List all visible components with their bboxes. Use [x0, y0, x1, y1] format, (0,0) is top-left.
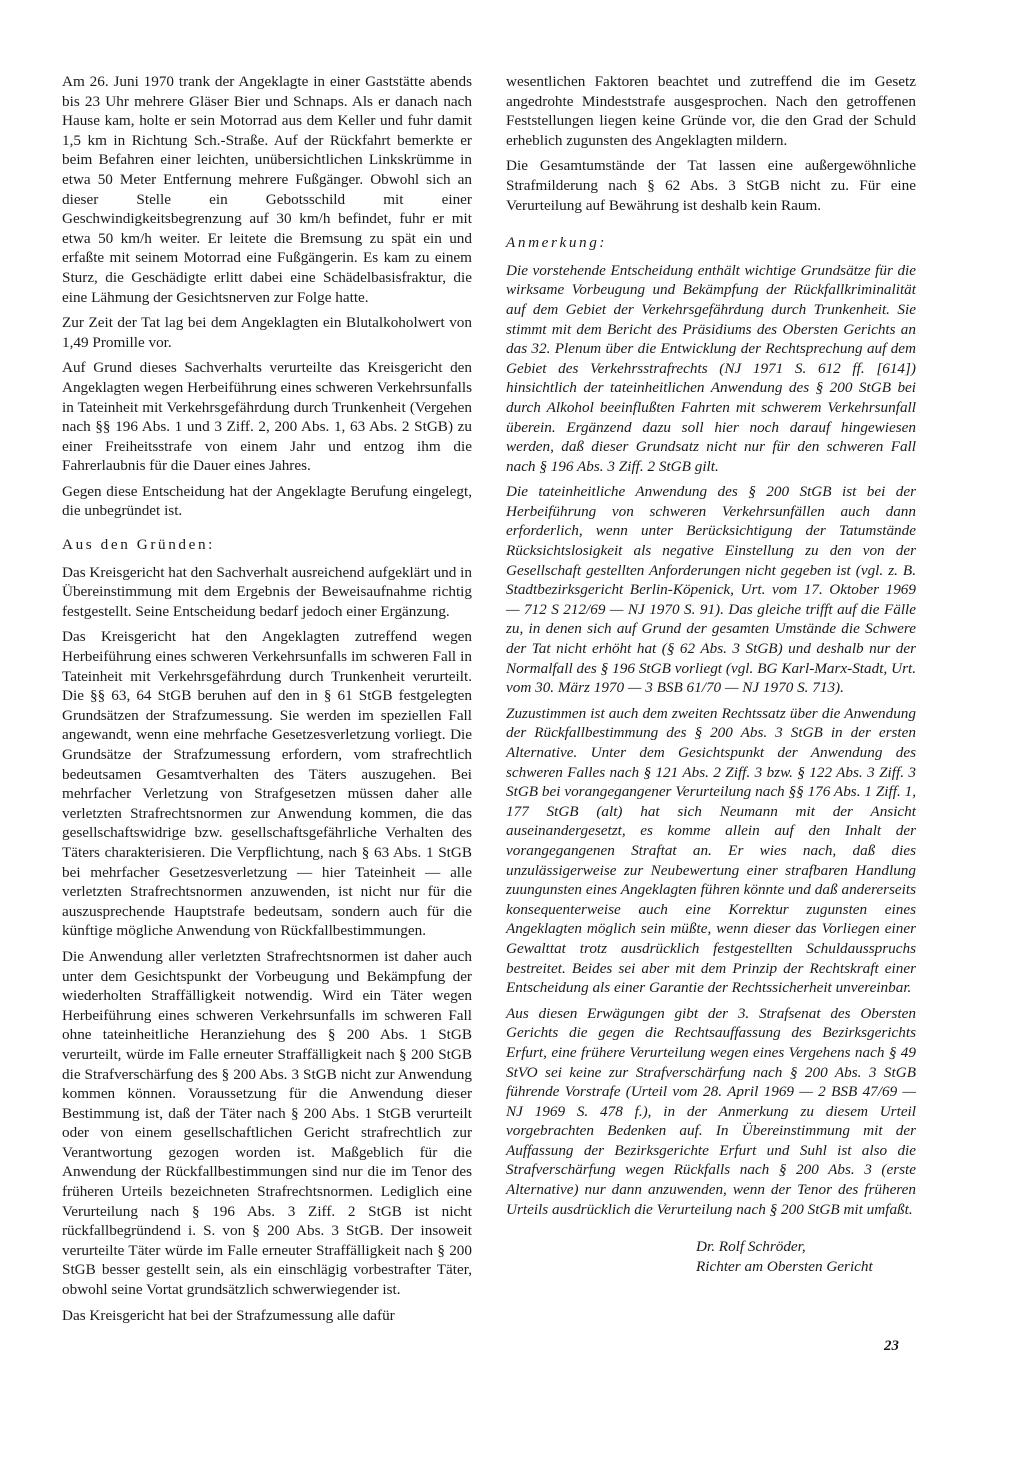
signature-name: Dr. Rolf Schröder, [696, 1238, 806, 1256]
paragraph: Auf Grund dieses Sachverhalts verurteilte das Kreisgericht den Angeklagten wegen Herbeiführung eines schweren Verkehrsunfalls in Tateinheit mit Verkehrsgefährdung durch Trunkenheit (Vergehen nach §§ 196 Abs. 1 und 3 Ziff. 2, 200 Abs. 1, 63 Abs. 2 StGB) zu einer Freiheitsstrafe von einem Jahr und entzog ihm die Fahrerlaubnis für die Dauer eines Jahres. [62, 359, 472, 475]
signature-block [506, 1237, 916, 1276]
annotation-paragraph: Aus diesen Erwägungen gibt der 3. Strafsenat des Obersten Gerichts die gegen die Rechtsauffassung des Bezirksgerichts Erfurt, eine frühere Verurteilung wegen eines Vergehens nach § 49 StVO sei keine zur Strafverschärfung nach § 200 Abs. 3 StGB führende Vorstrafe (Urteil vom 28. April 1969 — 2 BSB 47/69 — NJ 1969 S. 478 f.), in der Anmerkung zu diesem Urteil vorgebrachten Bedenken auf. In Übereinstimmung mit der Auffassung der Bezirksgerichte Erfurt und Suhl ist also die Strafverschärfung wegen Rückfalls nach § 200 Abs. 3 (erste Alternative) nur dann anzuwenden, wenn der Tenor des früheren Urteils ausdrücklich die Verurteilung nach § 200 StGB mit umfaßt. [506, 1004, 916, 1218]
paragraph: Das Kreisgericht hat den Sachverhalt ausreichend aufgeklärt und in Übereinstimmung mit dem Ergebnis der Beweisaufnahme richtig festgestellt. Seine Entscheidung bedarf jedoch einer Ergänzung. [62, 563, 472, 620]
paragraph: Zur Zeit der Tat lag bei dem Angeklagten ein Blutalkoholwert von 1,49 Promille vor. [62, 314, 472, 351]
page-number: 23 [884, 1338, 899, 1354]
annotation-paragraph: Zuzustimmen ist auch dem zweiten Rechtssatz über die Anwendung der Rückfallbestimmung des § 200 Abs. 3 StGB in der ersten Alternative. Unter dem Gesichtspunkt der Anwendung des schweren Falles nach § 121 Abs. 2 Ziff. 3 bzw. § 122 Abs. 3 Ziff. 3 StGB bei vorangegangener Verurteilung nach §§ 176 Abs. 1 Ziff. 1, 177 StGB (alt) hat sich Neumann mit der Ansicht auseinandergesetzt, es komme allein auf den Inhalt der vorangegangenen Straftat an. Er wies nach, daß dies unzulässigerweise zur Neubewertung einer strafbaren Handlung zuungunsten eines Angeklagten führen könnte und daß andererseits konsequenterweise auch eine Korrektur zugunsten eines Angeklagten möglich sein müßte, wenn dieser das Vorliegen einer Gewalttat trotz ausdrücklich festgestellten Schuldausspruchs bestreitet. Beides sei aber mit dem Prinzip der Rechtskraft einer Entscheidung als einer Garantie der Rechtssicherheit unvereinbar. [506, 704, 916, 997]
paragraph: Am 26. Juni 1970 trank der Angeklagte in einer Gaststätte abends bis 23 Uhr mehrere Gläser Bier und Schnaps. Als er danach nach Hause kam, holte er sein Motorrad aus dem Keller und fuhr damit 1,5 km in Richtung Sch.-Straße. Auf der Rückfahrt bemerkte er beim Befahren einer leichten, unübersichtlichen Linkskrümme in etwa 50 Meter Entfernung mehrere Fußgänger. Obwohl sich an dieser Stelle ein Gebotsschild mit einer Geschwindigkeitsbegrenzung auf 30 km/h befindet, fuhr er mit etwa 50 km/h weiter. Er leitete die Bremsung zu spät ein und erfaßte mit seinem Motorrad eine Fußgängerin. Es kam zu einem Sturz, die Geschädigte erlitt dabei eine Schädelbasisfraktur, die eine Lähmung der Gesichtsnerven zur Folge hatte. [62, 73, 472, 306]
section-heading-anmerkung: Anmerkung: [506, 234, 608, 252]
signature-title: Richter am Obersten Gericht [696, 1257, 873, 1275]
paragraph: Die Gesamtumstände der Tat lassen eine außergewöhnliche Strafmilderung nach § 62 Abs. 3 StGB nicht zu. Für eine Verurteilung auf Bewährung ist deshalb kein Raum. [506, 157, 916, 214]
paragraph: Das Kreisgericht hat bei der Strafzumessung alle dafür [62, 1306, 395, 1324]
section-heading-gruende: Aus den Gründen: [62, 536, 215, 554]
paragraph: Gegen diese Entscheidung hat der Angeklagte Berufung eingelegt, die unbegründet ist. [62, 482, 472, 520]
annotation-paragraph: Die vorstehende Entscheidung enthält wichtige Grundsätze für die wirksame Vorbeugung und Bekämpfung der Rückfallkriminalität auf dem Gebiet der Verkehrsgefährdung durch Trunkenheit. Sie stimmt mit dem Bericht des Präsidiums des Obersten Gerichts an das 32. Plenum über die Entwicklung der Rechtsprechung auf dem Gebiet des Verkehrsstrafrechts (NJ 1971 S. 612 ff. [614]) hinsichtlich der tateinheitlichen Anwendung des § 200 StGB bei durch Alkohol beeinflußten Fahrten mit schwerem Verkehrsunfall überein. Ergänzend dazu soll hier noch darauf hingewiesen werden, daß dieser Grundsatz nicht nur für den schweren Fall nach § 196 Abs. 3 Ziff. 2 StGB gilt. [506, 261, 916, 475]
paragraph: Das Kreisgericht hat den Angeklagten zutreffend wegen Herbeiführung eines schweren Verkehrsunfalls im schweren Fall in Tateinheit mit Verkehrsgefährdung durch Trunkenheit verurteilt. Die §§ 63, 64 StGB beruhen auf den in § 61 StGB festgelegten Grundsätzen der Strafzumessung. Sie werden im speziellen Fall angewandt, wenn eine mehrfache Gesetzesverletzung vorliegt. Die Grundsätze der Strafzumessung erfordern, vom strafrechtlich bedeutsamen Gesamtverhalten des Täters auszugehen. Bei mehrfacher Verletzung von Strafgesetzen müssen daher alle verletzten Strafrechtsnormen zur Anwendung kommen, die das gesellschaftswidrige bzw. gesellschaftsgefährliche Verhalten des Täters charakterisieren. Die Verpflichtung, nach § 63 Abs. 1 StGB bei mehrfacher Gesetzesverletzung — hier Tateinheit — alle verletzten Strafrechtsnormen anzuwenden, ist nicht nur für die auszusprechende Hauptstrafe bedeutsam, sondern auch für die künftige mögliche Anwendung von Rückfallbestimmungen. [62, 628, 472, 940]
paragraph: Die Anwendung aller verletzten Strafrechtsnormen ist daher auch unter dem Gesichtspunkt der Vorbeugung und Bekämpfung der wiederholten Straffälligkeit notwendig. Wird ein Täter wegen Herbeiführung eines schweren Verkehrsunfalls im schweren Fall ohne tateinheitliche Heranziehung des § 200 Abs. 1 StGB verurteilt, würde im Falle erneuter Straffälligkeit nach § 200 StGB die Strafverschärfung des § 200 Abs. 3 StGB nicht zur Anwendung kommen können. Voraussetzung für die Anwendung dieser Bestimmung ist, daß der Täter nach § 200 Abs. 1 StGB verurteilt oder von einem gesellschaftlichen Gericht strafrechtlich zur Verantwortung gezogen worden ist. Maßgeblich für die Anwendung der Rückfallbestimmungen sind nur die im Tenor des früheren Urteils bezeichneten Strafrechtsnormen. Lediglich eine Verurteilung nach § 196 Abs. 3 Ziff. 2 StGB ist nicht rückfallbegründend i. S. von § 200 Abs. 3 StGB. Der insoweit verurteilte Täter würde im Falle erneuter Straffälligkeit nach § 200 StGB besser gestellt sein, als ein einschlägig vorbestrafter Täter, obwohl seine Vortat grundsätzlich schwerwiegender ist. [62, 947, 472, 1299]
paragraph: wesentlichen Faktoren beachtet und zutreffend die im Gesetz angedrohte Mindeststrafe ausgesprochen. Nach den getroffenen Feststellungen liegen keine Gründe vor, die den Grad der Schuld erheblich zugunsten des Angeklagten mildern. [506, 73, 916, 149]
right-column [506, 72, 916, 1276]
annotation-paragraph: Die tateinheitliche Anwendung des § 200 StGB ist bei der Herbeiführung von schweren Verkehrsunfällen auch dann erforderlich, wenn unter Berücksichtigung der Tatumstände Rücksichtslosigkeit als negative Einstellung zu den von der Gesellschaft gestellten Anforderungen nicht gegeben ist (vgl. z. B. Stadtbezirksgericht Berlin-Köpenick, Urt. vom 17. Oktober 1969 — 712 S 212/69 — NJ 1970 S. 91). Das gleiche trifft auf die Fälle zu, in denen sich auf Grund der gesamten Umstände die Schwere der Tat nicht erhöht hat (§ 62 Abs. 3 StGB) und deshalb nur der Normalfall des § 196 StGB vorliegt (vgl. BG Karl-Marx-Stadt, Urt. vom 30. März 1970 — 3 BSB 61/70 — NJ 1970 S. 713). [506, 483, 916, 697]
annotation-text [506, 261, 916, 1220]
left-column [62, 72, 472, 1331]
